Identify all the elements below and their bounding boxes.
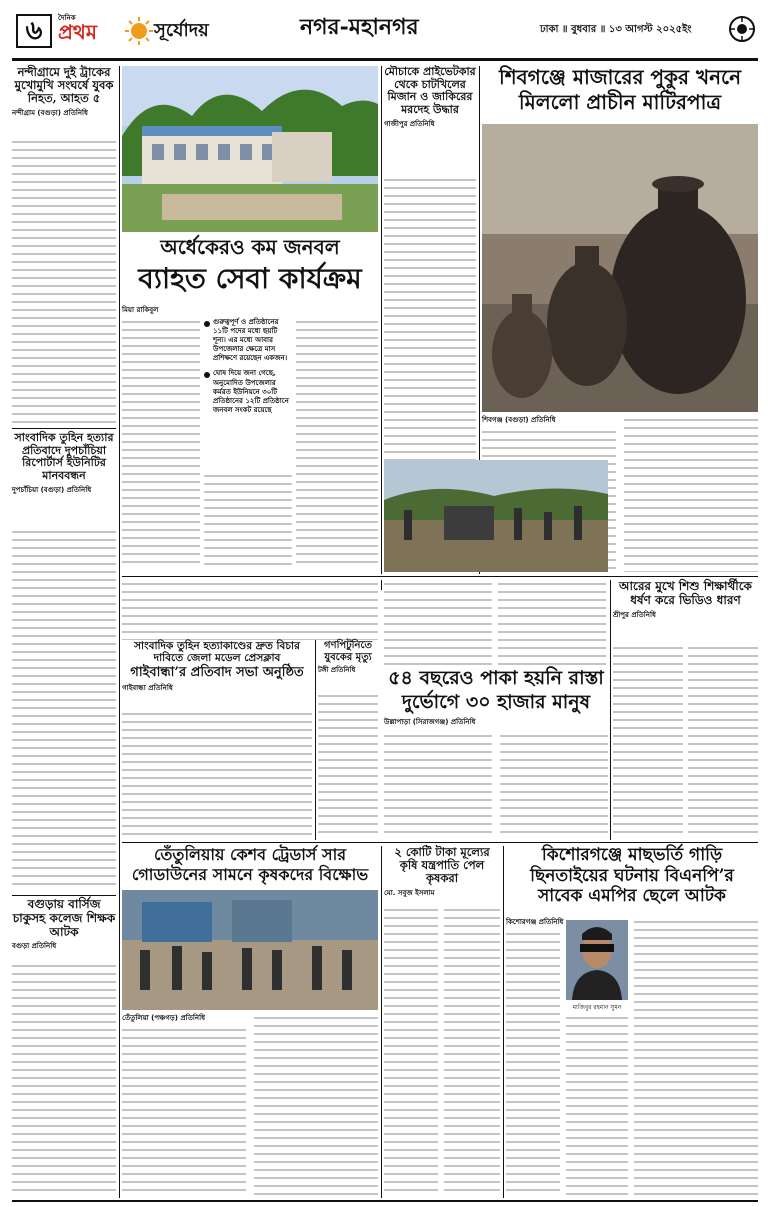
- header-rule: [12, 58, 758, 61]
- body-text-col2: [254, 1014, 378, 1196]
- article-agri: [384, 846, 500, 1198]
- photo-health-complex: [122, 66, 378, 232]
- headline-big: ব্যাহত সেবা কার্যক্রম: [138, 262, 362, 295]
- headline: বগুড়ায় বার্সিজ চাকুসহ কলেজ শিক্ষক আটক: [12, 897, 116, 939]
- byline: মিয়া রাকিবুল: [122, 306, 159, 314]
- body-text: [12, 962, 116, 1194]
- footer-rule: [12, 1200, 758, 1202]
- byline: গাইবান্ধা প্রতিনিধি: [122, 684, 173, 693]
- page-number: ৬: [25, 16, 43, 46]
- body-text-col1: [384, 580, 492, 670]
- headline-small: অর্ধেকেরও কম জনবল: [160, 235, 340, 259]
- headline: ২ কোটি টাকা মূল্যের কৃষি যন্ত্রপাতি পেল কৃষকরা: [394, 845, 490, 886]
- headline: মৌচাকে প্রাইভেটকার থেকে চাটখিলের মিজান ও জাকিরের মরদেহ উদ্ধার: [384, 65, 476, 116]
- byline: শ্রীপুর প্রতিনিধি: [613, 610, 656, 619]
- article-gonopitunite: [318, 640, 378, 840]
- headline-line2: দুর্ভোগে ৩০ হাজার মানুষ: [401, 690, 591, 713]
- article-tetulia: [122, 846, 378, 1198]
- column-rule: [503, 846, 504, 1198]
- headline-line2: গাইবান্ধা’র প্রতিবাদ সভা অনুষ্ঠিত: [130, 665, 304, 681]
- bullet-item: [204, 318, 292, 363]
- bullet-item: [204, 369, 292, 414]
- masthead-small: দৈনিক: [58, 14, 76, 22]
- dateline: ঢাকা ॥ বুধবার ॥ ১৩ আগস্ট ২০২৫ইং: [540, 24, 692, 35]
- article-nandigram: [12, 66, 116, 426]
- bullet-text: গুরুত্বপূর্ণ ও প্রতিষ্ঠানের ১১টি পদের মধ্যে ছয়টি শূন্য। এর মধ্যে আবার উপজেলার ক্ষেত্রে মাস প্রশিক্ষণে রয়েছেন একজন।: [213, 318, 288, 363]
- body-text: [122, 710, 312, 838]
- byline: গাজীপুর প্রতিনিধি: [384, 119, 435, 128]
- bullet-box: [204, 318, 292, 468]
- article-bogura: [12, 898, 116, 1198]
- circle-bullet-icon: [204, 321, 210, 327]
- body-text-col2: [566, 1014, 628, 1196]
- column-rule: [315, 640, 316, 840]
- headline-line2: মিললো প্রাচীন মাটিরপাত্র: [518, 90, 722, 114]
- body-text-col3: [296, 318, 378, 568]
- headline-line3: সাবেক এমপির ছেলে আটক: [538, 886, 726, 907]
- masthead-right: সূর্যোদয়: [154, 20, 209, 41]
- headline-line2: গোডাউনের সামনে কৃষকদের বিক্ষোভ: [131, 865, 369, 885]
- article-kishoreganj: [506, 846, 758, 1198]
- body-text: [12, 528, 116, 890]
- body-text-col1: [122, 318, 200, 568]
- divider: [122, 576, 758, 577]
- section-title: নগর-মহানগর: [300, 14, 419, 40]
- photo-pots: [482, 124, 758, 412]
- headline-line1: সাংবাদিক তুহিন হত্যাকাণ্ডের দ্রুত বিচার দাবিতে জেলা মডেল প্রেসক্লাব: [134, 640, 300, 665]
- divider: [12, 428, 116, 429]
- photo-caption: মাজিবুর রহমান সুমন: [572, 1004, 622, 1011]
- bullet-text: ঘোষ দিয়ে জনা গেছে, অনুমোদিত উপজেলার কর্মরত ইউনিয়নে ৩০টি প্রতিষ্ঠানের ১২টি প্রতিষ্ঠানে জনবল সংকট রয়েছে: [213, 369, 289, 414]
- byline: মো. সবুজ ইসলাম: [384, 888, 435, 897]
- byline: তেঁতুলিয়া (পঞ্চগড়) প্রতিনিধি: [122, 1014, 206, 1022]
- column-rule: [610, 580, 611, 840]
- byline: শিবগঞ্জ (বগুড়া) প্রতিনিধি: [482, 416, 556, 424]
- byline: কিশোরগঞ্জ প্রতিনিধি: [506, 918, 564, 926]
- body-text-col2: [500, 732, 608, 838]
- sun-logo-icon: [124, 16, 154, 46]
- page-header: [0, 0, 768, 62]
- article-road: [384, 668, 608, 840]
- emblem-icon: [728, 15, 756, 43]
- article-health: [122, 234, 378, 574]
- article-gaibandha: [122, 640, 312, 840]
- body-text-col1: [384, 906, 438, 1196]
- body-text-col2: [688, 644, 758, 838]
- column-rule: [381, 66, 382, 574]
- column-rule: [119, 66, 120, 1198]
- page-number-box: [16, 14, 52, 48]
- divider: [12, 895, 116, 896]
- article-journalist: [12, 432, 116, 892]
- body-text: [12, 138, 116, 424]
- circle-bullet-icon: [204, 372, 210, 378]
- body-text-col1: [122, 1026, 246, 1196]
- body-text: [318, 692, 378, 838]
- byline: উল্লাপাড়া (সিরাজগঞ্জ) প্রতিনিধি: [384, 717, 476, 726]
- body-text-col1: [506, 930, 560, 1196]
- body-text-col3: [634, 918, 758, 1196]
- headline: নন্দীগ্রামে দুই ট্রাকের মুখোমুখি সংঘর্ষে যুবক নিহত, আহত ৫: [14, 65, 114, 106]
- headline-line2: ছিনতাইয়ের ঘটনায় বিএনপি’র: [530, 865, 734, 886]
- byline: টঙ্গী প্রতিনিধি: [318, 666, 356, 674]
- body-text-col1: [613, 644, 683, 838]
- photo-protest: [122, 890, 378, 1010]
- masthead-left: প্রথম: [58, 20, 97, 44]
- body-text-col2: [498, 580, 606, 670]
- body-text-col1: [384, 732, 492, 838]
- headline: সাংবাদিক তুহিন হত্যার প্রতিবাদে দুপচাঁচিয়া রিপোর্টার্স ইউনিটির মানববন্ধন: [14, 431, 114, 482]
- headline-line1: তেঁতুলিয়ায় কেশব ট্রেডার্স সার: [153, 845, 347, 864]
- divider: [122, 842, 758, 843]
- body-text-col2: [204, 472, 292, 568]
- headline-line1: শিবগঞ্জে মাজারের পুকুর খননে: [498, 65, 742, 89]
- photo-road: [384, 460, 608, 572]
- headline-line1: ৫৪ বছরেও পাকা হয়নি রাস্তা: [388, 667, 604, 689]
- article-rape: [613, 580, 758, 840]
- photo-suspect: [566, 920, 628, 1000]
- byline: দুপচাঁচিয়া (বগুড়া) প্রতিনিধি: [12, 485, 92, 494]
- headline: গণপিটুনিতে যুবকের মৃত্যু: [323, 640, 373, 663]
- headline-line1: কিশোরগঞ্জে মাছভর্তি গাড়ি: [541, 845, 723, 865]
- body-text-col2: [444, 906, 500, 1196]
- byline: বগুড়া প্রতিনিধি: [12, 942, 57, 951]
- body-text-col2: [624, 416, 758, 572]
- byline: নন্দীগ্রাম (বগুড়া) প্রতিনিধি: [12, 108, 88, 117]
- headline: আরের মুখে শিশু শিক্ষার্থীকে ধর্ষণ করে ভিডিও ধারণ: [619, 579, 752, 607]
- health-continuation: [122, 580, 378, 640]
- column-rule: [381, 846, 382, 1198]
- masthead: [58, 12, 258, 50]
